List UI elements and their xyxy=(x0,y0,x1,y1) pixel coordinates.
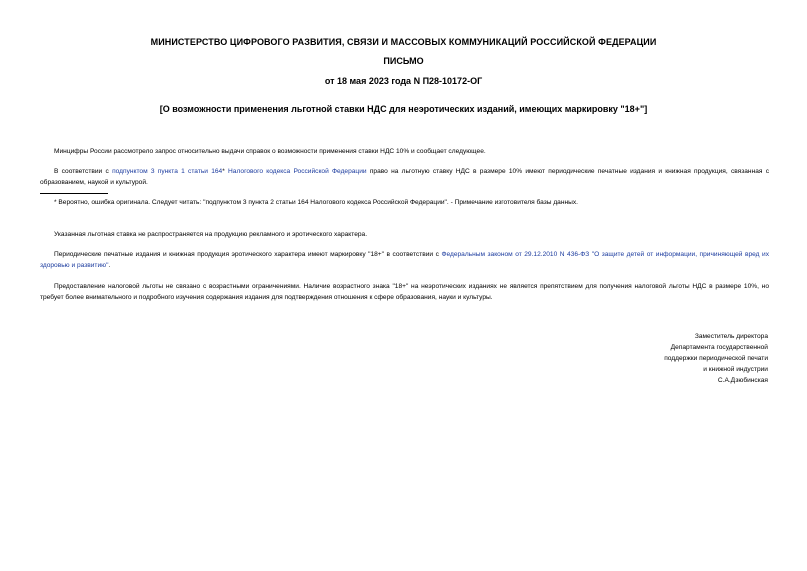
link-tax-code[interactable]: Налогового кодекса Российской Федерации xyxy=(228,168,367,175)
signature-department-3: и книжной индустрии xyxy=(703,366,768,373)
signature-block xyxy=(664,331,768,386)
signature-position: Заместитель директора xyxy=(694,333,768,340)
paragraph-tax-rate xyxy=(40,166,769,188)
paragraph-tax-rate-pre: В соответствии с xyxy=(54,168,113,175)
document-type: ПИСЬМО xyxy=(383,56,424,66)
footnote-separator xyxy=(40,193,108,194)
footnote-marker: * xyxy=(222,168,229,175)
paragraph-marking-post: . xyxy=(108,262,111,269)
link-subparagraph-164[interactable]: подпунктом 3 пункта 1 статьи 164 xyxy=(112,168,223,175)
link-federal-law-436[interactable]: Федеральным законом от 29.12.2010 N 436-ФЗ "О защите детей от информации, причиняющей вред их здоровью и развитию" xyxy=(40,251,769,269)
paragraph-intro: Минцифры России рассмотрело запрос относительно выдачи справок о возможности применения ставки НДС 10% и сообщает следующее. xyxy=(54,148,486,155)
paragraph-tax-rate-post: право на льготную ставку НДС в размере 10% имеют периодические печатные издания и книжная продукция, связанная с образованием, наукой и культурой. xyxy=(40,168,769,186)
footnote: * Вероятно, ошибка оригинала. Следует читать: "подпунктом 3 пункта 2 статьи 164 Налогового кодекса Российской Федерации". - Примечание изготовителя базы данных. xyxy=(54,199,579,206)
ministry-title: МИНИСТЕРСТВО ЦИФРОВОГО РАЗВИТИЯ, СВЯЗИ И МАССОВЫХ КОММУНИКАЦИЙ РОССИЙСКОЙ ФЕДЕРАЦИИ xyxy=(150,37,657,47)
paragraph-conclusion: Предоставление налоговой льготы не связано с возрастными ограничениями. Наличие возрастного знака "18+" на неэротических изданиях не является препятствием для получения налоговой льготы НДС в размере 10%, но требует более внимательного и подробного изучения содержания издания для подтверждения отношения к сфере образования, науки и культуры. xyxy=(40,283,769,301)
signature-department-2: поддержки периодической печати xyxy=(664,355,768,362)
signature-department: Департамента государственной xyxy=(670,344,768,351)
paragraph-marking xyxy=(40,249,769,271)
paragraph-marking-pre: Периодические печатные издания и книжная продукция эротического характера имеют маркировку "18+" в соответствии с xyxy=(54,251,442,258)
document-date-number: от 18 мая 2023 года N П28-10172-ОГ xyxy=(324,76,483,86)
paragraph-exclusion: Указанная льготная ставка не распространяется на продукцию рекламного и эротического характера. xyxy=(54,231,368,238)
signature-name: С.А.Дзюбинская xyxy=(717,377,768,384)
document-subject: [О возможности применения льготной ставки НДС для неэротических изданий, имеющих маркировку "18+"] xyxy=(159,104,648,114)
